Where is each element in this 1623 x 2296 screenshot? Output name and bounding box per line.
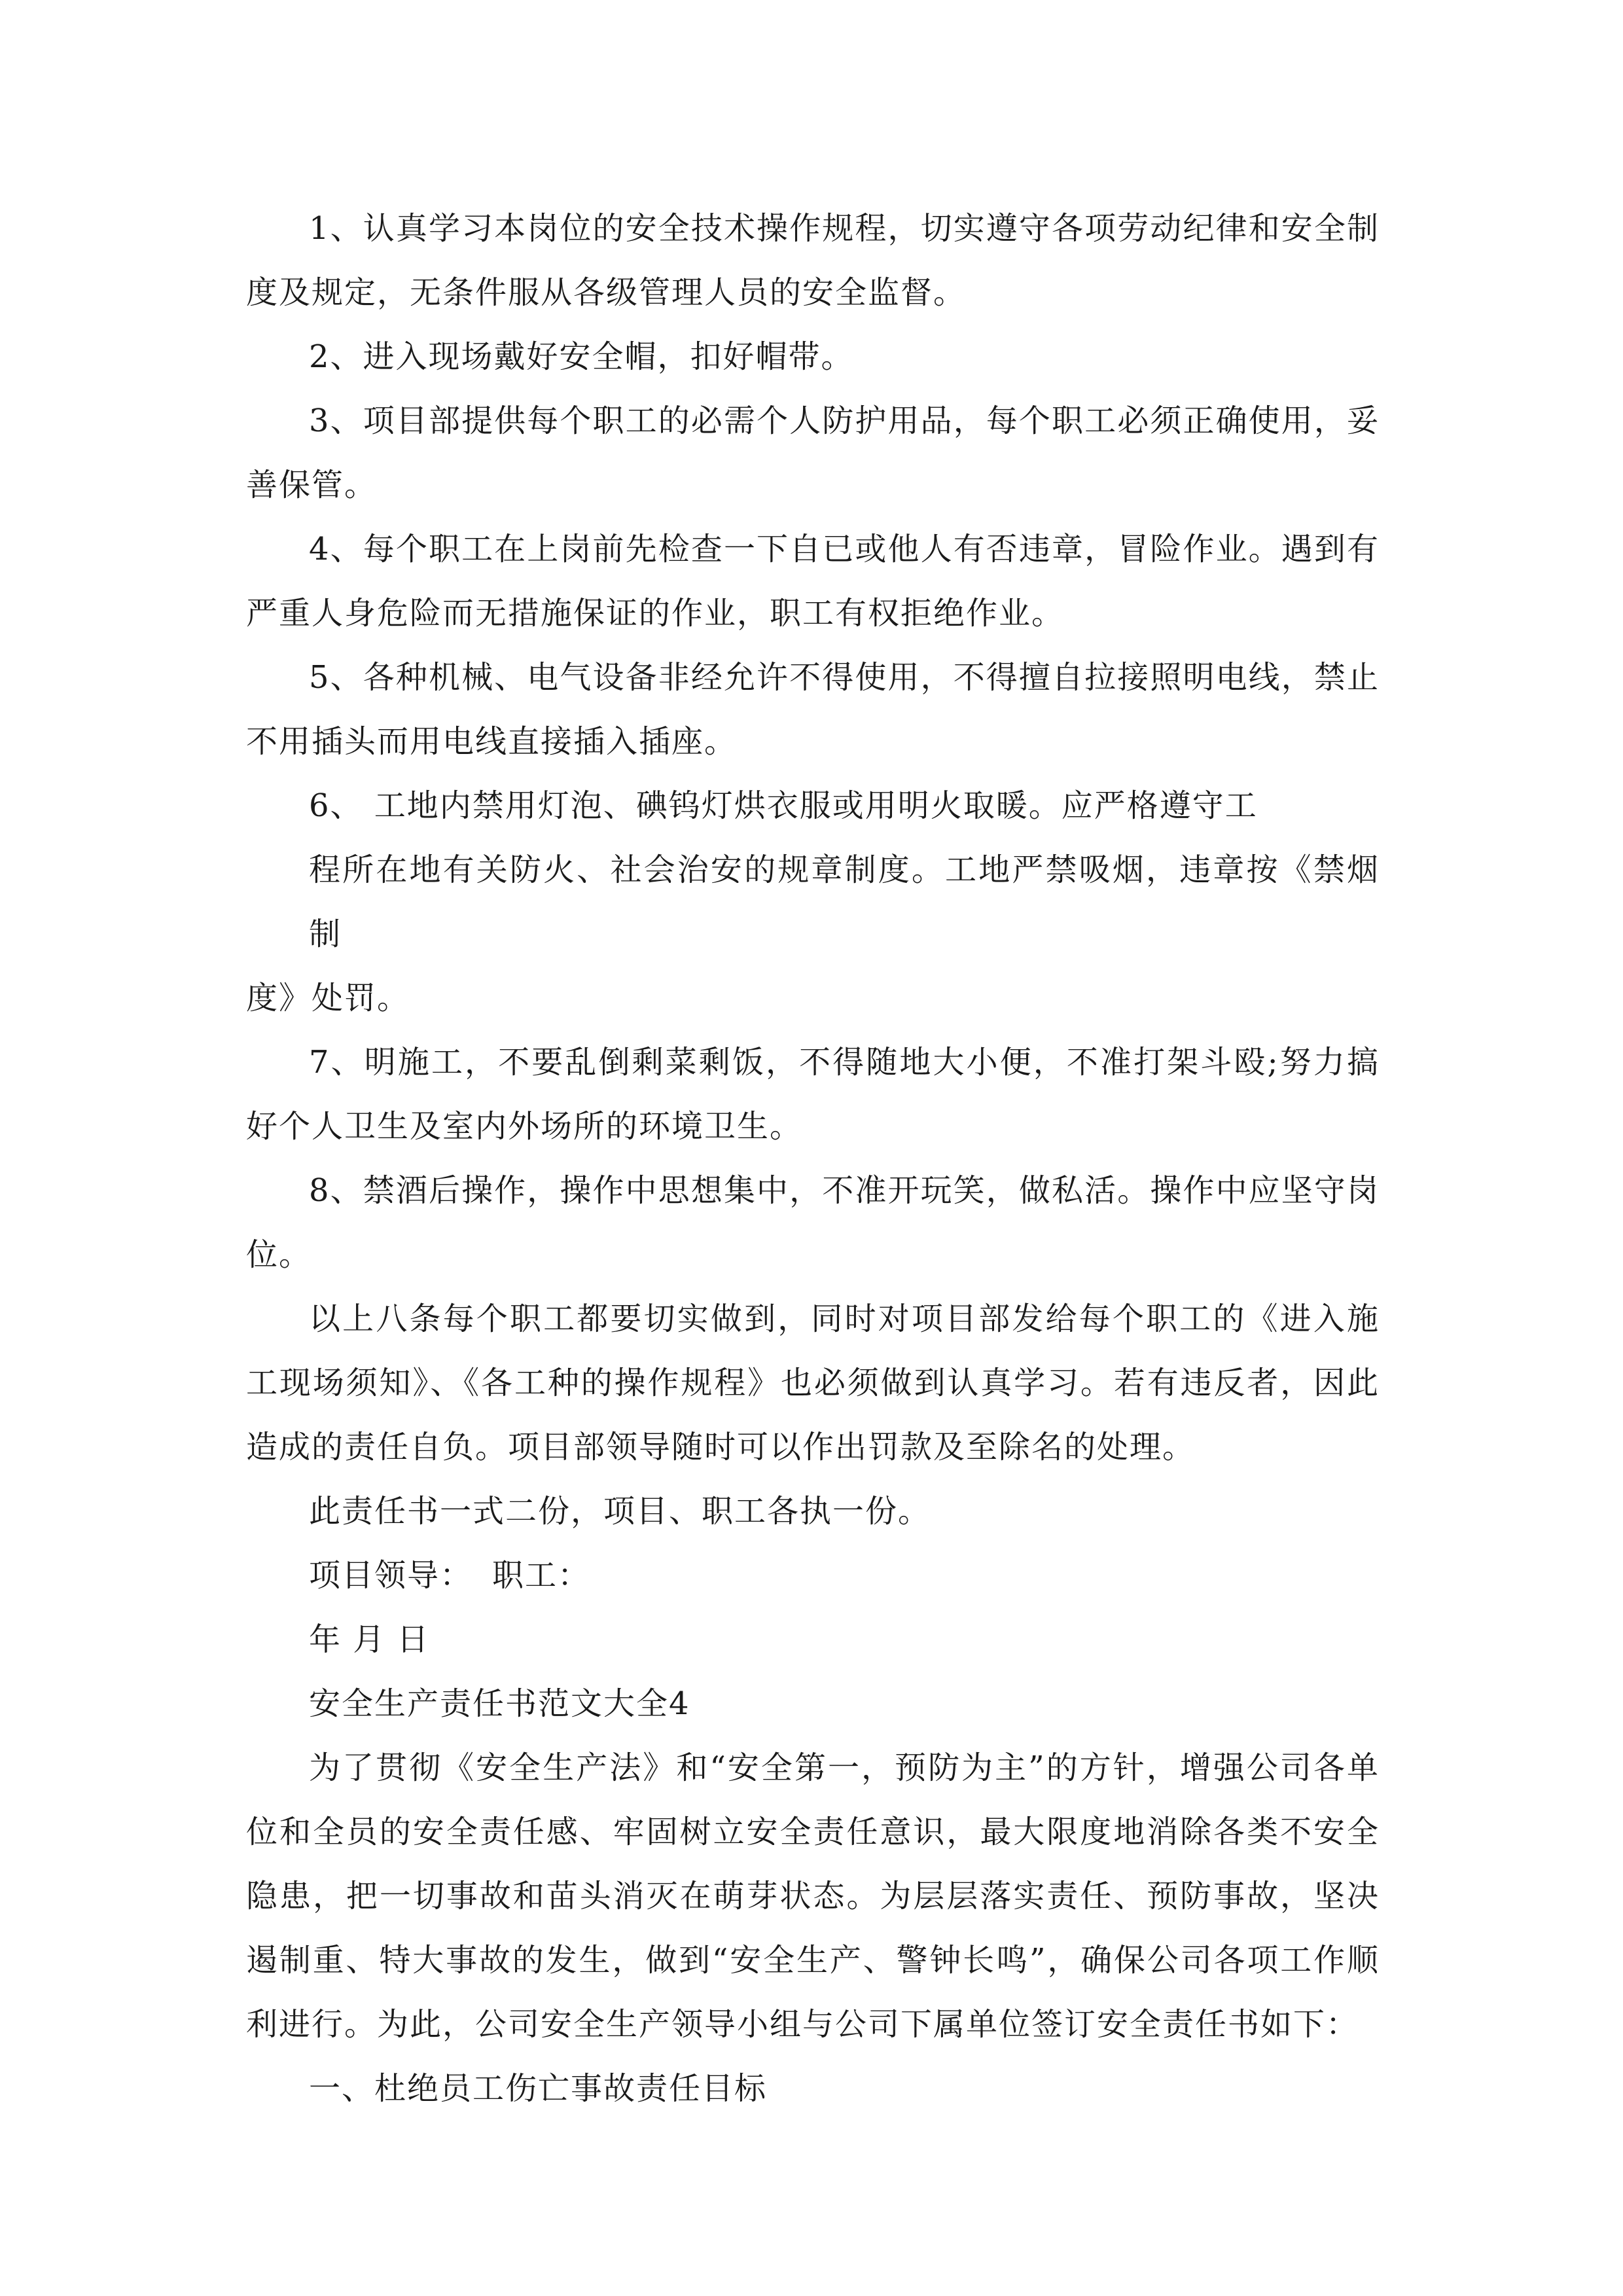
intro-paragraph: 为了贯彻《安全生产法》和“安全第一，预防为主”的方针，增强公司各单位和全员的安全责任感、牢固树立安全责任意识，最大限度地消除各类不安全隐患，把一切事故和苗头消灭在萌芽状态。为层层落实责任、预防事故，坚决遏制重、特大事故的发生，做到“安全生产、警钟长鸣”，确保公司各项工作顺利进行。为此，公司安全生产领导小组与公司下属单位签订安全责任书如下： <box>246 1749 1380 2043</box>
paragraph-item-1: 1、认真学习本岗位的安全技术操作规程，切实遵守各项劳动纪律和安全制度及规定，无条件服从各级管理人员的安全监督。 <box>246 210 1380 311</box>
paragraph-item-6-line-3: 度》处罚。 <box>246 980 410 1016</box>
paragraph-item-2: 2、进入现场戴好安全帽，扣好帽带。 <box>309 338 854 375</box>
section-title: 安全生产责任书范文大全4 <box>309 1685 690 1722</box>
worker-label: 职工： <box>492 1557 591 1594</box>
paragraph-item-6-line-1: 6、 工地内禁用灯泡、碘钨灯烘衣服或用明火取暖。应严格遵守工 <box>309 787 1258 824</box>
paragraph-copies: 此责任书一式二份，项目、职工各执一份。 <box>309 1493 931 1530</box>
leader-label: 项目领导： <box>309 1557 473 1594</box>
heading-1: 一、杜绝员工伤亡事故责任目标 <box>309 2070 768 2107</box>
date-line: 年 月 日 <box>309 1621 430 1658</box>
paragraph-item-6-line-2: 程所在地有关防火、社会治安的规章制度。工地严禁吸烟，违章按《禁烟制 <box>309 852 1380 952</box>
paragraph-item-5: 5、各种机械、电气设备非经允许不得使用，不得擅自拉接照明电线，禁止不用插头而用电线直接插入插座。 <box>246 659 1380 760</box>
document-page <box>246 196 1380 2121</box>
paragraph-item-4: 4、每个职工在上岗前先检查一下自已或他人有否违章，冒险作业。遇到有严重人身危险而无措施保证的作业，职工有权拒绝作业。 <box>246 531 1380 632</box>
paragraph-item-3: 3、项目部提供每个职工的必需个人防护用品，每个职工必须正确使用，妥善保管。 <box>246 403 1380 503</box>
paragraph-item-8: 8、禁酒后操作，操作中思想集中，不准开玩笑，做私活。操作中应坚守岗位。 <box>246 1172 1380 1273</box>
signature-row <box>246 1543 1380 1607</box>
paragraph-item-7: 7、明施工，不要乱倒剩菜剩饭，不得随地大小便，不准打架斗殴;努力搞好个人卫生及室内外场所的环境卫生。 <box>246 1044 1380 1145</box>
paragraph-summary: 以上八条每个职工都要切实做到，同时对项目部发给每个职工的《进入施工现场须知》、《各工种的操作规程》也必须做到认真学习。若有违反者，因此造成的责任自负。项目部领导随时可以作出罚款及至除名的处理。 <box>246 1300 1380 1465</box>
